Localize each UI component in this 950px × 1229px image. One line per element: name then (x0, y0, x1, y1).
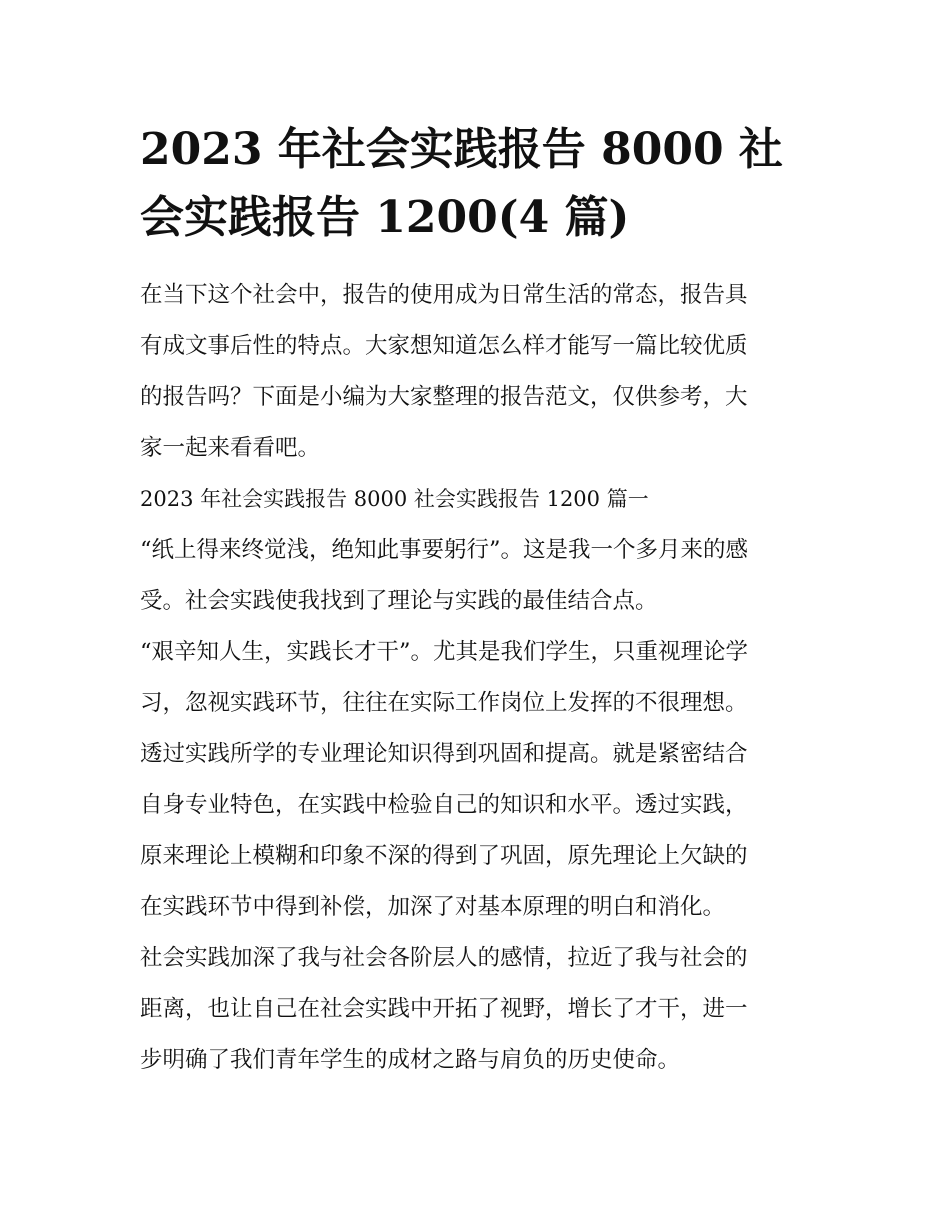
paragraph-3-line-3: 步明确了我们青年学生的成材之路与肩负的历史使命。 (140, 1047, 681, 1073)
intro-line-1: 在当下这个社会中，报告的使用成为日常生活的常态，报告具 (140, 282, 748, 308)
paragraph-3 (140, 933, 812, 1086)
paragraph-2-line-6: 在实践环节中得到补偿，加深了对基本原理的明白和消化。 (140, 894, 726, 920)
document-page (140, 116, 812, 1086)
paragraph-2-line-2: 习，忽视实践环节，往往在实际工作岗位上发挥的不很理想。 (140, 690, 748, 716)
paragraph-1-line-1: “纸上得来终觉浅，绝知此事要躬行”。这是我一个多月来的感 (140, 537, 749, 563)
document-title (140, 116, 812, 252)
paragraph-1 (140, 525, 812, 627)
paragraph-2 (140, 627, 812, 933)
paragraph-2-line-5: 原来理论上模糊和印象不深的得到了巩固，原先理论上欠缺的 (140, 843, 748, 869)
title-line-2: 会实践报告 1200(4 篇) (140, 192, 630, 243)
title-line-1: 2023 年社会实践报告 8000 社 (140, 124, 783, 175)
intro-line-4: 家一起来看看吧。 (140, 435, 321, 461)
paragraph-3-line-1: 社会实践加深了我与社会各阶层人的感情，拉近了我与社会的 (140, 945, 748, 971)
paragraph-1-line-2: 受。社会实践使我找到了理论与实践的最佳结合点。 (140, 588, 658, 614)
intro-line-3: 的报告吗？下面是小编为大家整理的报告范文，仅供参考，大 (140, 384, 748, 410)
intro-paragraph (140, 270, 812, 474)
paragraph-3-line-2: 距离，也让自己在社会实践中开拓了视野，增长了才干，进一 (140, 996, 748, 1022)
paragraph-2-line-1: “艰辛知人生，实践长才干”。尤其是我们学生，只重视理论学 (140, 639, 749, 665)
intro-line-2: 有成文事后性的特点。大家想知道怎么样才能写一篇比较优质 (140, 333, 748, 359)
paragraph-2-line-3: 透过实践所学的专业理论知识得到巩固和提高。就是紧密结合 (140, 741, 748, 767)
section-heading: 2023 年社会实践报告 8000 社会实践报告 1200 篇一 (140, 487, 649, 511)
paragraph-2-line-4: 自身专业特色，在实践中检验自己的知识和水平。透过实践， (140, 792, 748, 818)
